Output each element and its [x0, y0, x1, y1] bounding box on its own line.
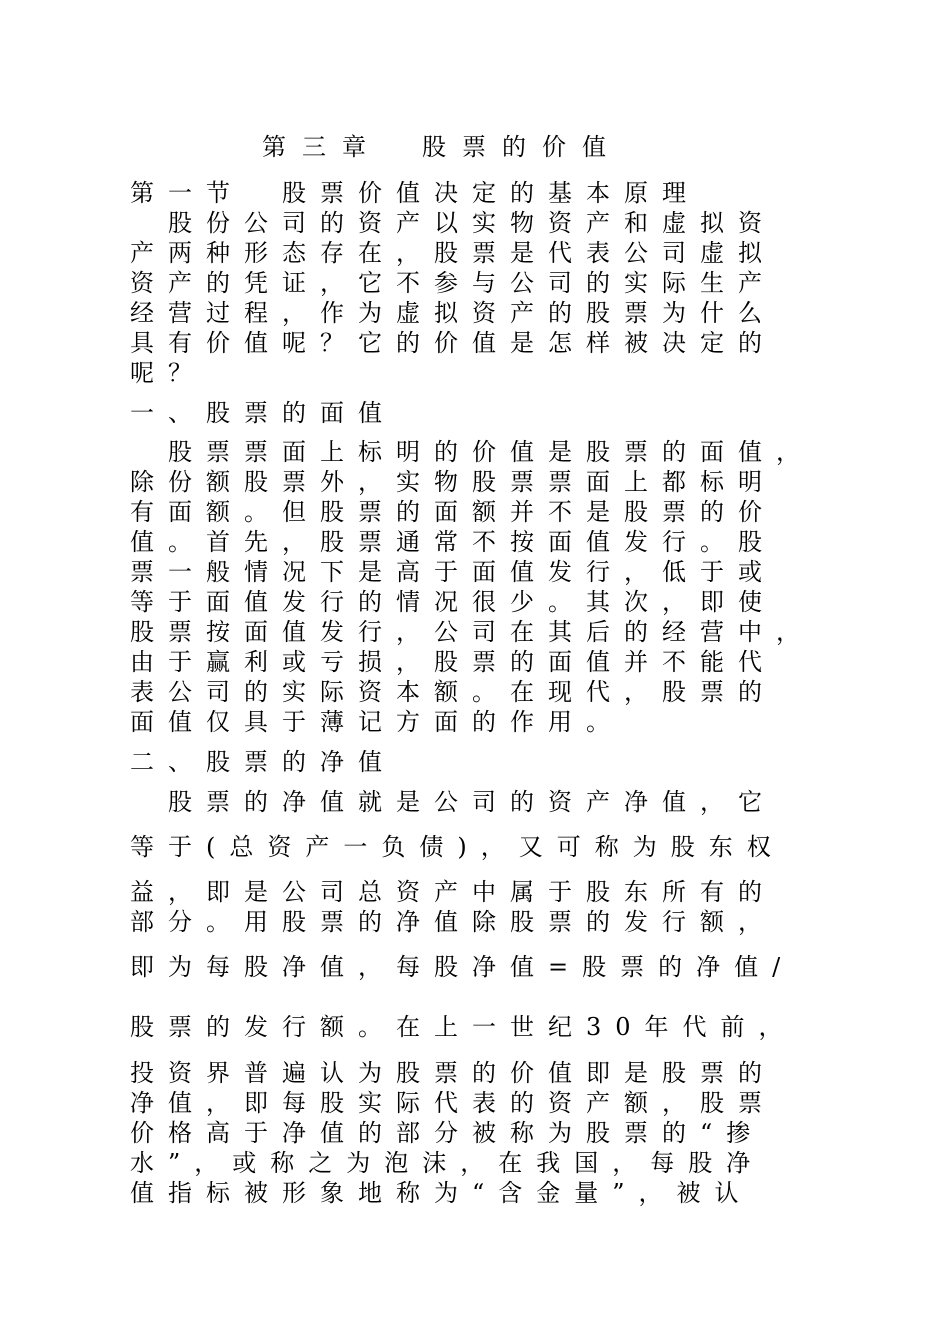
chapter-title: 第三章 股票的价值: [262, 133, 622, 161]
text-line: 值指标被形象地称为“含金量”，被认: [130, 1179, 753, 1207]
text-line: 资产的凭证，它不参与公司的实际生产: [130, 269, 776, 297]
text-line: 具有价值呢？它的价值是怎样被决定的: [130, 329, 776, 357]
text-line: 除份额股票外，实物股票票面上都标明: [130, 468, 776, 496]
text-line: 股份公司的资产以实物资产和虚拟资: [168, 209, 776, 237]
text-line: 面值仅具于薄记方面的作用。: [130, 708, 624, 736]
text-line: 呢？: [130, 359, 206, 387]
subheading: 二、股票的净值: [130, 748, 396, 776]
text-line: 等于(总资产一负债)，又可称为股东权: [130, 833, 785, 861]
text-line: 股票按面值发行，公司在其后的经营中，: [130, 618, 814, 646]
text-line: 由于赢利或亏损，股票的面值并不能代: [130, 648, 776, 676]
text-line: 票一般情况下是高于面值发行，低于或: [130, 558, 776, 586]
subheading: 一、股票的面值: [130, 399, 396, 427]
text-line: 益，即是公司总资产中属于股东所有的: [130, 878, 776, 906]
text-line: 经营过程，作为虚拟资产的股票为什么: [130, 299, 776, 327]
text-line: 投资界普遍认为股票的价值即是股票的: [130, 1059, 776, 1087]
text-line: 净值，即每股实际代表的资产额，股票: [130, 1089, 776, 1117]
text-line: 水”，或称之为泡沫，在我国，每股净: [130, 1149, 765, 1177]
text-line: 股票票面上标明的价值是股票的面值，: [168, 438, 814, 466]
text-line: 即为每股净值，每股净值=股票的净值/: [130, 953, 795, 981]
text-line: 股票的净值就是公司的资产净值，它: [168, 788, 776, 816]
text-line: 有面额。但股票的面额并不是股票的价: [130, 498, 776, 526]
text-line: 表公司的实际资本额。在现代，股票的: [130, 678, 776, 706]
text-line: 价格高于净值的部分被称为股票的“掺: [130, 1119, 765, 1147]
text-line: 部分。用股票的净值除股票的发行额，: [130, 908, 776, 936]
text-line: 等于面值发行的情况很少。其次，即使: [130, 588, 776, 616]
section-heading: 第一节 股票价值决定的基本原理: [130, 179, 700, 207]
text-line: 值。首先，股票通常不按面值发行。股: [130, 528, 776, 556]
text-line: 产两种形态存在，股票是代表公司虚拟: [130, 239, 776, 267]
text-line: 股票的发行额。在上一世纪30年代前，: [130, 1013, 797, 1041]
